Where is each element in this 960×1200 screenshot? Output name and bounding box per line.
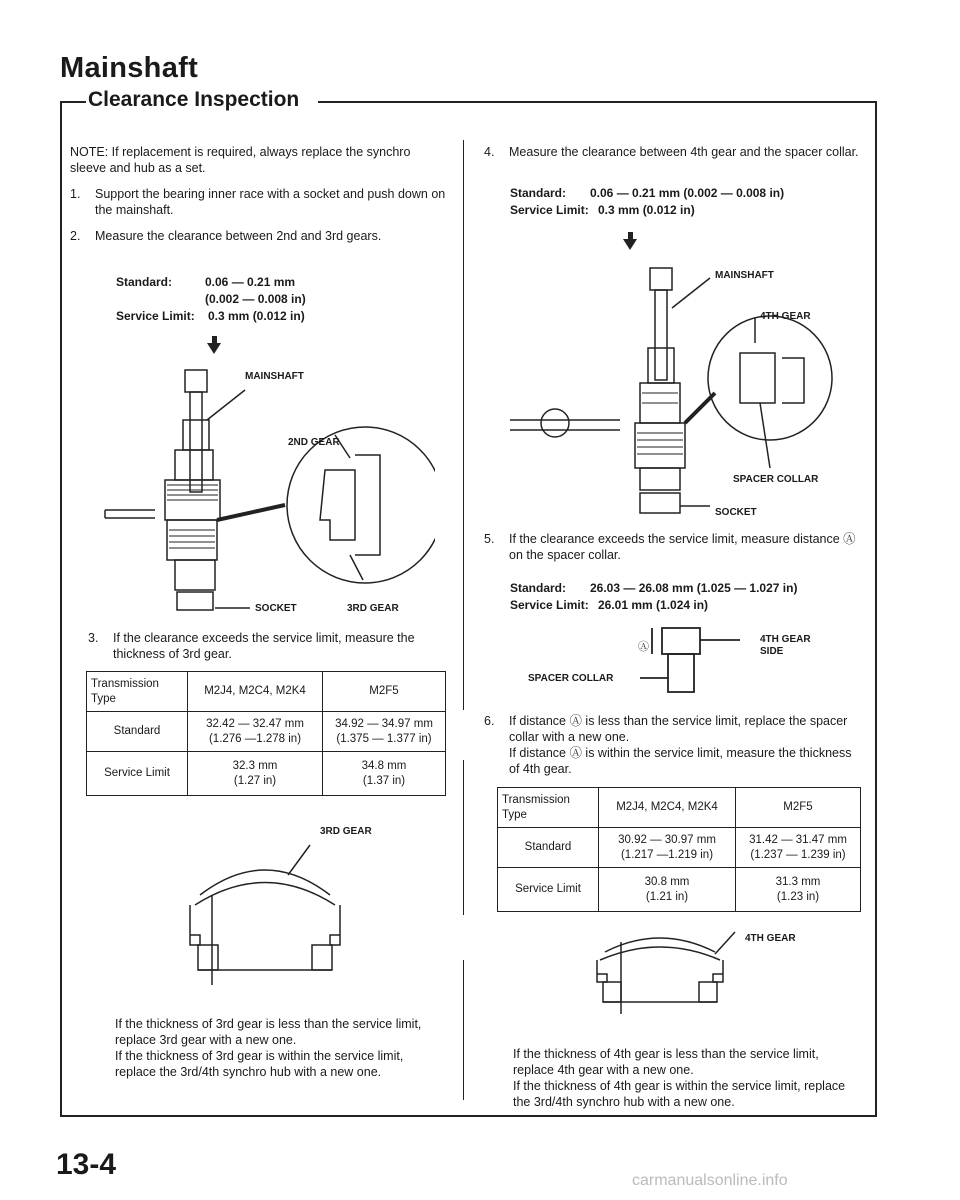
left-final-text [115,1016,447,1080]
standard-value: 0.06 — 0.21 mm [205,275,296,289]
step-2 [70,228,448,244]
spacer-collar-label: SPACER COLLAR [733,474,819,485]
table-cell: Service Limit [498,868,599,912]
final-text: If the thickness of 3rd gear is less than the service limit, replace 3rd gear with a new one. [115,1017,422,1047]
table-header: M2J4, M2C4, M2K4 [188,672,323,712]
step-text-block [509,713,860,777]
side-label: SIDE [760,646,784,657]
dimension-a-icon: Ⓐ [638,641,649,653]
step-6 [484,713,860,777]
spacer-collar-label: SPACER COLLAR [528,673,614,684]
table-cell-value: (1.217 —1.219 in) [620,848,714,861]
gear2-label: 2ND GEAR [288,437,340,448]
step-number: 3. [88,631,99,645]
down-arrow-icon [207,343,221,354]
section-title: Clearance Inspection [88,88,311,112]
gear4-label: 4TH GEAR [745,933,796,944]
table-cell: Service Limit [87,752,188,796]
table-cell [736,828,861,868]
service-limit-value: 0.3 mm (0.012 in) [208,309,305,323]
left-column [70,144,448,244]
table-cell-value: 34.8 mm [361,759,407,772]
standard-label: Standard: [510,186,567,200]
watermark: carmanualsonline.info [632,1172,788,1189]
table-cell-value: (1.27 in) [233,774,277,787]
right-final-text [513,1046,863,1110]
table-header: Transmission Type [87,672,188,712]
service-limit-label: Service Limit: [510,598,589,612]
table-cell-value: 30.92 — 30.97 mm [618,833,716,846]
column-divider [463,960,464,1100]
mainshaft-label: MAINSHAFT [245,371,304,382]
final-text: If the thickness of 4th gear is within the service limit, replace the 3rd/4th synchro hub with a new one. [513,1079,846,1109]
gear3-label: 3RD GEAR [320,826,372,837]
frame-line [60,101,62,1116]
spec-table-4th-gear [497,787,861,912]
socket-label: SOCKET [715,507,757,518]
step-number: 1. [70,187,81,201]
down-arrow-icon [212,336,217,343]
table-cell [188,712,323,752]
socket-label: SOCKET [255,603,297,614]
step-text: If the clearance exceeds the service limit, measure distance Ⓐ on the spacer collar. [509,532,856,562]
table-cell [188,752,323,796]
frame-line [875,101,877,1116]
step-text: If distance Ⓐ is less than the service limit, replace the spacer collar with a new one. [509,714,848,744]
frame-line [60,101,86,103]
table-header: M2F5 [736,788,861,828]
step-number: 5. [484,532,495,546]
gear3-label: 3RD GEAR [347,603,399,614]
spec-table-3rd-gear [86,671,446,796]
service-limit-label: Service Limit: [116,309,195,323]
down-arrow-icon [623,239,637,250]
table-cell-value: 34.92 — 34.97 mm [335,717,433,730]
table-cell [599,868,736,912]
column-divider [463,760,464,915]
table-cell-value: (1.21 in) [645,890,689,903]
step-4 [484,144,860,160]
mainshaft-label: MAINSHAFT [715,270,774,281]
service-limit-label: Service Limit: [510,203,589,217]
mainshaft-figure-4th [500,258,860,528]
gear4-label: 4TH GEAR [760,311,811,322]
table-cell: Standard [87,712,188,752]
table-cell-value: 31.42 — 31.47 mm [749,833,847,846]
service-limit-value: 26.01 mm (1.024 in) [598,598,709,612]
service-limit-value: 0.3 mm (0.012 in) [598,203,695,217]
final-text: If the thickness of 3rd gear is within the service limit, replace the 3rd/4th synchro hub with a new one. [115,1049,404,1079]
table-cell-value: 30.8 mm [644,875,690,888]
table-cell [323,752,446,796]
table-cell [599,828,736,868]
step-number: 4. [484,145,495,159]
standard-label: Standard: [116,275,173,289]
step-3 [88,630,450,662]
table-header: M2J4, M2C4, M2K4 [599,788,736,828]
standard-label: Standard: [510,581,567,595]
mainshaft-figure [95,360,435,620]
standard-value-in: (0.002 — 0.008 in) [205,292,306,306]
table-cell-value: (1.276 —1.278 in) [208,732,302,745]
gear3-figure [170,835,370,995]
column-divider [463,140,464,710]
step-text: If the clearance exceeds the service limit, measure the thickness of 3rd gear. [113,631,415,661]
standard-value: 26.03 — 26.08 mm (1.025 — 1.027 in) [590,581,798,595]
table-cell-value: (1.237 — 1.239 in) [750,848,846,861]
step-5 [484,531,860,563]
note-text: NOTE: If replacement is required, always replace the synchro sleeve and hub as a set. [70,145,411,175]
table-cell-value: (1.23 in) [776,890,820,903]
gear4-figure [585,922,745,1017]
step-text: Measure the clearance between 2nd and 3rd gears. [95,229,382,243]
step-number: 6. [484,714,495,728]
page-title: Mainshaft [60,52,199,84]
frame-line [318,101,876,103]
frame-line [60,1115,877,1117]
step-text: Support the bearing inner race with a socket and push down on the mainshaft. [95,187,446,217]
step-1 [70,186,448,218]
table-header: M2F5 [323,672,446,712]
step-text: Measure the clearance between 4th gear and the spacer collar. [509,145,859,159]
final-text: If the thickness of 4th gear is less than the service limit, replace 4th gear with a new one. [513,1047,819,1077]
table-cell-value: (1.375 — 1.377 in) [336,732,432,745]
table-cell-value: (1.37 in) [362,774,406,787]
table-cell-value: 32.42 — 32.47 mm [206,717,304,730]
step-text: If distance Ⓐ is within the service limit, measure the thickness of 4th gear. [509,746,852,776]
spacer-collar-figure [640,620,750,700]
step-number: 2. [70,229,81,243]
table-header: Transmission Type [498,788,599,828]
side-label: 4TH GEAR [760,634,811,645]
page-number: 13-4 [56,1148,117,1181]
table-cell-value: 31.3 mm [775,875,821,888]
table-cell [736,868,861,912]
standard-value: 0.06 — 0.21 mm (0.002 — 0.008 in) [590,186,785,200]
table-cell [323,712,446,752]
table-cell-value: 32.3 mm [232,759,278,772]
down-arrow-icon [628,232,633,239]
table-cell: Standard [498,828,599,868]
